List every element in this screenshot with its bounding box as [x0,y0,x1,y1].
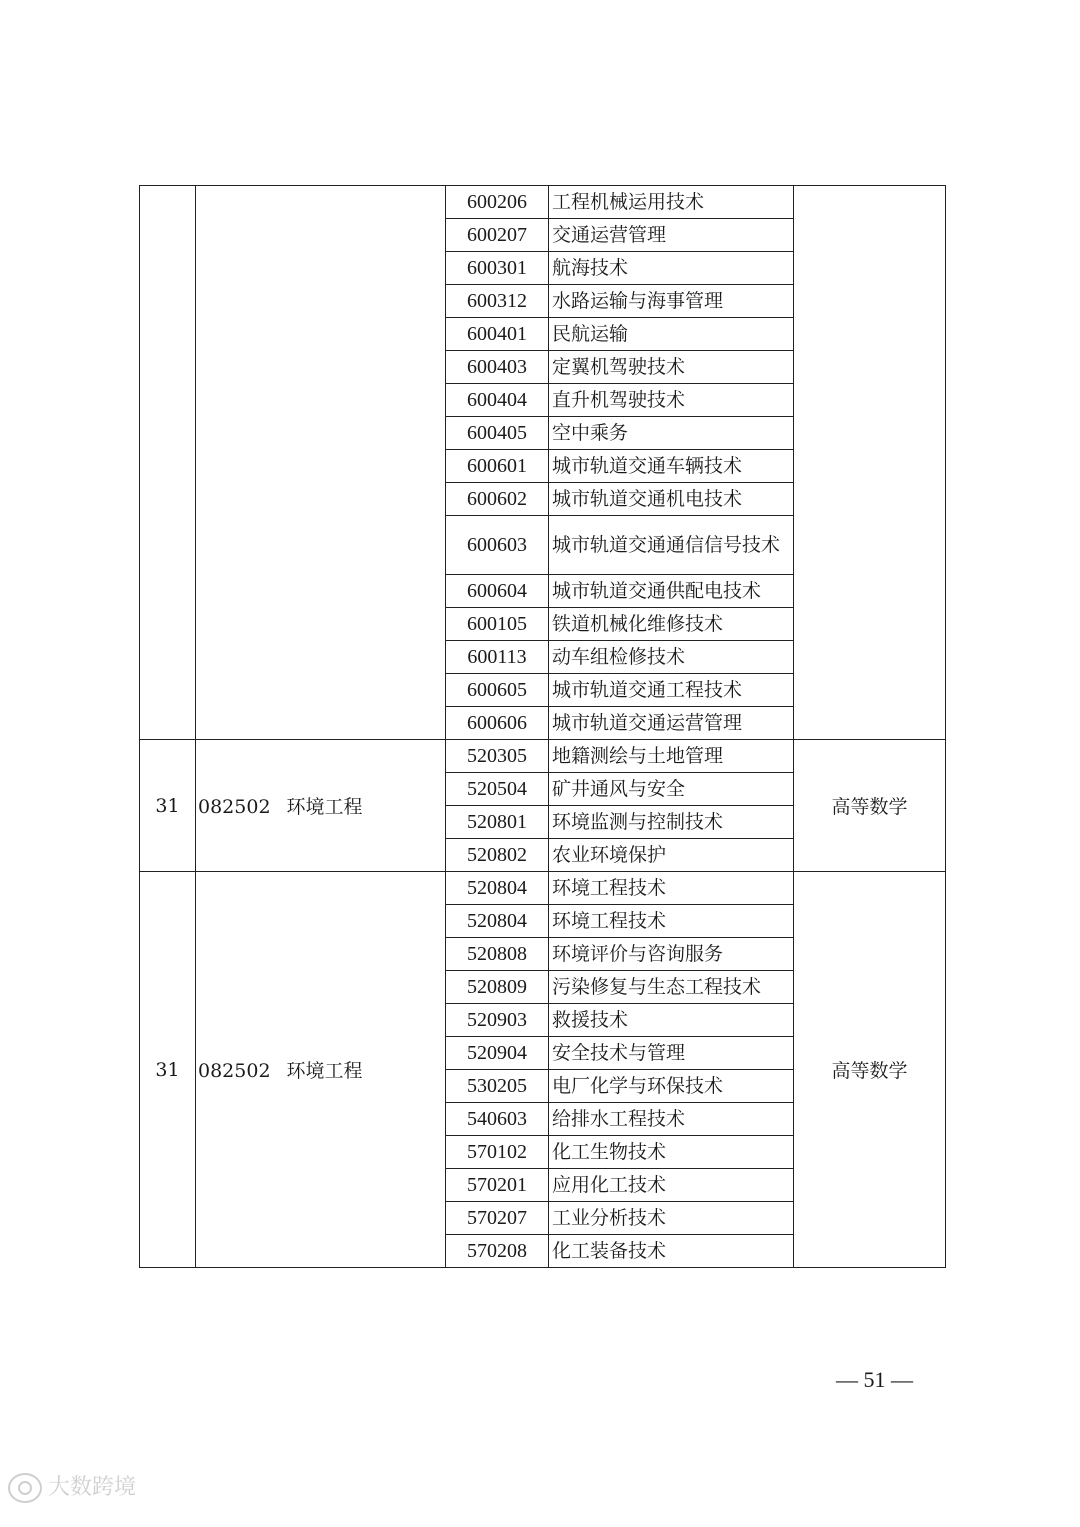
watermark-logo-icon [8,1473,42,1503]
undergrad-major-name: 环境工程 [286,796,363,818]
vocational-major-name: 环境评价与咨询服务 [549,938,794,971]
vocational-major-code: 600206 [446,186,549,219]
vocational-major-code: 600312 [446,285,549,318]
vocational-major-code: 520504 [446,773,549,806]
vocational-major-code: 520804 [446,872,549,905]
seq-cell [140,186,196,740]
table-row [140,740,946,773]
vocational-major-code: 520801 [446,806,549,839]
vocational-major-code: 600604 [446,575,549,608]
table-row [140,186,946,219]
vocational-major-code: 520802 [446,839,549,872]
vocational-major-code: 600405 [446,417,549,450]
vocational-major-code: 570208 [446,1235,549,1268]
seq-cell: 31 [140,872,196,1268]
vocational-major-name: 电厂化学与环保技术 [549,1070,794,1103]
vocational-major-code: 600404 [446,384,549,417]
vocational-major-code: 600401 [446,318,549,351]
vocational-major-code: 600603 [446,516,549,575]
vocational-major-name: 工程机械运用技术 [549,186,794,219]
exam-subject-cell [794,186,946,740]
vocational-major-name: 应用化工技术 [549,1169,794,1202]
vocational-major-name: 安全技术与管理 [549,1037,794,1070]
vocational-major-name: 农业环境保护 [549,839,794,872]
vocational-major-code: 600403 [446,351,549,384]
vocational-major-code: 570207 [446,1202,549,1235]
vocational-major-code: 520804 [446,905,549,938]
vocational-major-name: 救援技术 [549,1004,794,1037]
undergrad-major-code: 082502 [198,1060,271,1082]
vocational-major-name: 城市轨道交通运营管理 [549,707,794,740]
exam-subject-cell: 高等数学 [794,740,946,872]
vocational-major-code: 600301 [446,252,549,285]
vocational-major-name: 航海技术 [549,252,794,285]
vocational-major-name: 污染修复与生态工程技术 [549,971,794,1004]
vocational-major-name: 城市轨道交通机电技术 [549,483,794,516]
vocational-major-code: 540603 [446,1103,549,1136]
vocational-major-code: 600207 [446,219,549,252]
vocational-major-code: 520305 [446,740,549,773]
watermark-text: 大数跨境 [48,1475,137,1500]
vocational-major-name: 城市轨道交通工程技术 [549,674,794,707]
watermark [8,1470,136,1503]
vocational-major-code: 570102 [446,1136,549,1169]
vocational-major-name: 动车组检修技术 [549,641,794,674]
vocational-major-code: 520809 [446,971,549,1004]
vocational-major-name: 工业分析技术 [549,1202,794,1235]
undergrad-major-code: 082502 [198,796,271,818]
table-body [140,186,946,1268]
seq-cell: 31 [140,740,196,872]
vocational-major-name: 直升机驾驶技术 [549,384,794,417]
vocational-major-code: 600602 [446,483,549,516]
exam-subject-cell: 高等数学 [794,872,946,1268]
undergrad-major-name: 环境工程 [286,1060,363,1082]
vocational-major-name: 矿井通风与安全 [549,773,794,806]
vocational-major-code: 570201 [446,1169,549,1202]
vocational-major-code: 520808 [446,938,549,971]
vocational-major-name: 城市轨道交通车辆技术 [549,450,794,483]
vocational-major-name: 环境工程技术 [549,905,794,938]
vocational-major-name: 地籍测绘与土地管理 [549,740,794,773]
table-row [140,872,946,905]
page-number: — 51 — [836,1367,913,1392]
vocational-major-name: 给排水工程技术 [549,1103,794,1136]
vocational-major-name: 民航运输 [549,318,794,351]
vocational-major-name: 环境工程技术 [549,872,794,905]
vocational-major-name: 城市轨道交通通信信号技术 [549,516,794,575]
vocational-major-name: 定翼机驾驶技术 [549,351,794,384]
vocational-major-code: 600601 [446,450,549,483]
vocational-major-name: 化工装备技术 [549,1235,794,1268]
vocational-major-name: 城市轨道交通供配电技术 [549,575,794,608]
vocational-major-code: 530205 [446,1070,549,1103]
vocational-major-name: 空中乘务 [549,417,794,450]
vocational-major-code: 600105 [446,608,549,641]
vocational-major-code: 520904 [446,1037,549,1070]
vocational-major-code: 600605 [446,674,549,707]
vocational-major-name: 环境监测与控制技术 [549,806,794,839]
vocational-major-name: 化工生物技术 [549,1136,794,1169]
major-mapping-table [139,185,946,1268]
vocational-major-name: 交通运营管理 [549,219,794,252]
vocational-major-name: 水路运输与海事管理 [549,285,794,318]
undergrad-major-cell [196,186,446,740]
undergrad-major-cell [196,872,446,1268]
undergrad-major-cell [196,740,446,872]
vocational-major-name: 铁道机械化维修技术 [549,608,794,641]
vocational-major-code: 600113 [446,641,549,674]
vocational-major-code: 600606 [446,707,549,740]
vocational-major-code: 520903 [446,1004,549,1037]
